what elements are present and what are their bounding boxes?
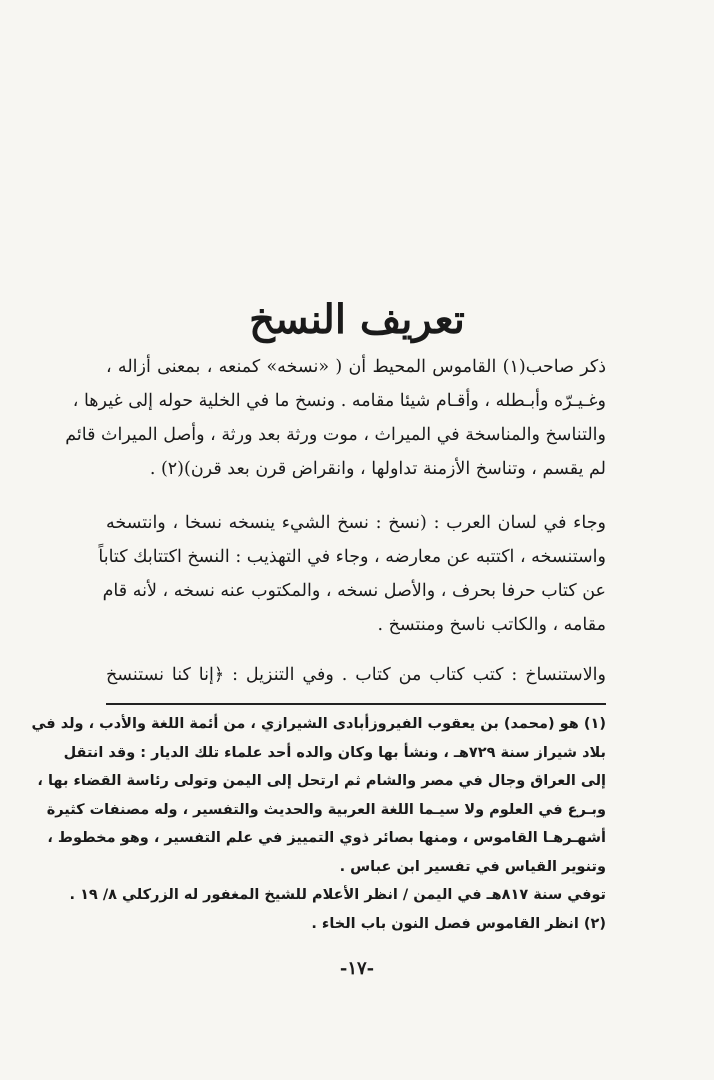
footnote-line: وبـرع في العلوم ولا سيـما اللغة العربية والحديث والتفسير ، وله مصنفات كثيرة	[46, 801, 606, 818]
text-line: مقامه ، والكاتب ناسخ ومنتسخ .	[377, 615, 606, 635]
footnote-line: بلاد شيراز سنة ٧٢٩هـ ، ونشأ بها وكان والده أحد علماء تلك الديار : وقد انتقل	[63, 744, 606, 761]
text-line: وجاء في لسان العرب : (نسخ : نسخ الشيء ينسخه نسخا ، وانتسخه	[106, 513, 606, 533]
paragraph-istinsakh	[106, 658, 606, 692]
footnote-line: (١) هو (محمد) بن يعقوب الفيروزأبادى الشيرازي ، من أئمة اللغة والأدب ، ولد في	[31, 716, 606, 732]
footnote-line: أشهـرهـا القاموس ، ومنها بصائر ذوي التمييز في علم التفسير ، وهو مخطوط ،	[47, 830, 606, 846]
chapter-title: تعريف النسخ	[249, 296, 465, 343]
footnote-line: توفي سنة ٨١٧هـ في اليمن / انظر الأعلام للشيخ المغفور له الزركلي ٨/ ١٩ .	[69, 887, 606, 903]
footnotes	[31, 710, 606, 938]
text-line: وغـيـرّه وأبـطله ، وأقـام شيئا مقامه . ونسخ ما في الخلية حوله إلى غيرها ،	[72, 391, 606, 411]
text-line: والاستنساخ : كتب كتاب من كتاب . وفي التنزيل : ﴿إنا كنا نستنسخ	[106, 665, 606, 685]
footnote-divider	[106, 703, 606, 705]
text-line: عن كتاب حرفا بحرف ، والأصل نسخه ، والمكتوب عنه نسخه ، لأنه قام	[102, 581, 606, 601]
page-number: -١٧-	[339, 958, 375, 979]
footnote-line: إلى العراق وجال في مصر والشام ثم ارتحل إلى اليمن وتولى رئاسة القضاء بها ،	[37, 773, 606, 789]
text-line: ذكر صاحب(١) القاموس المحيط أن ( «نسخه» كمنعه ، بمعنى أزاله ،	[106, 357, 606, 377]
text-line: واستنسخه ، اكتتبه عن معارضه ، وجاء في التهذيب : النسخ اكتتابك كتاباً	[98, 547, 606, 567]
paragraph-lisan-al-arab	[98, 506, 606, 642]
paragraph-definition-qamus	[65, 350, 606, 486]
text-line: والتناسخ والمناسخة في الميراث ، موت ورثة بعد ورثة ، وأصل الميراث قائم	[65, 425, 606, 445]
footnote-line: وتنوير القياس في تفسير ابن عباس .	[339, 858, 606, 875]
text-line: لم يقسم ، وتناسخ الأزمنة تداولها ، وانقراض قرن بعد قرن)(٢) .	[149, 459, 606, 479]
footnote-line: (٢) انظر القاموس فصل النون باب الخاء .	[311, 915, 606, 932]
